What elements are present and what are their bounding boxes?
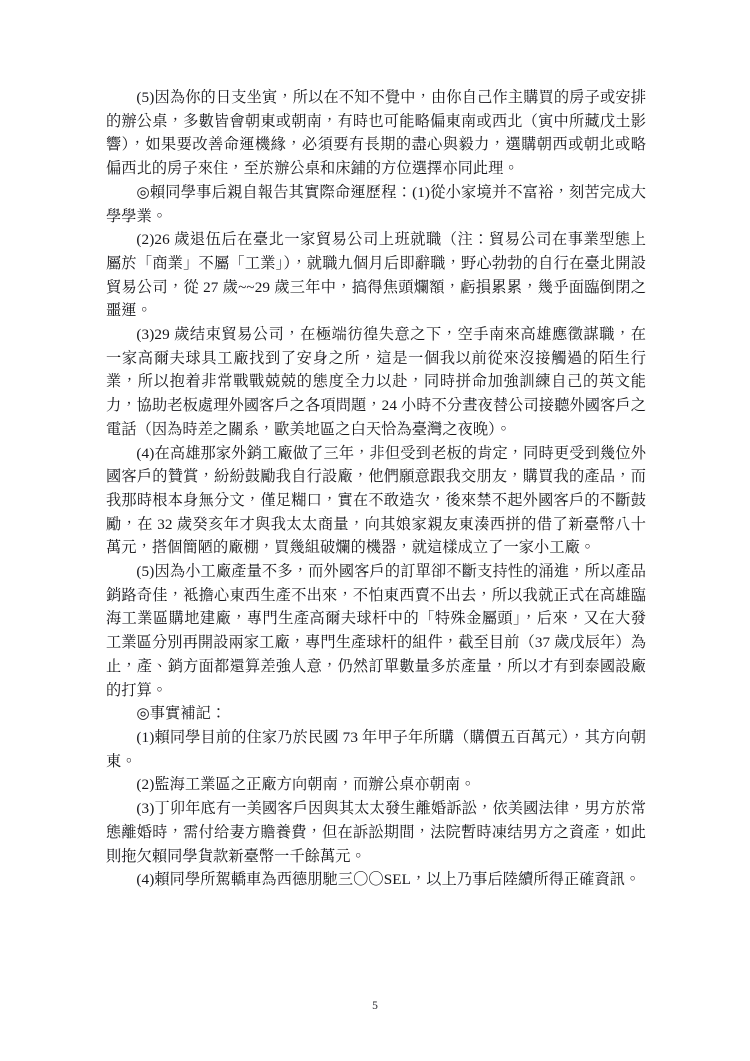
- paragraph-supplement-3: (3)丁卯年底有一美國客戶因與其太太發生離婚訴訟，依美國法律，男方於常態離婚時，需付给妻方贍養費，但在訴訟期間，法院暫時凍结男方之資產，如此則拖欠賴同學貨款新臺幣一千餘萬元。: [106, 800, 646, 865]
- paragraph-supplement-2: (2)監海工業區之正廠方向朝南，而辦公桌亦朝南。: [136, 776, 476, 794]
- paragraph-supplement-4: (4)賴同學所駕轎車為西德朋馳三〇〇SEL，以上乃事后陸續所得正確資訊。: [136, 871, 641, 889]
- page-number: 5: [372, 1000, 378, 1012]
- document-body: [106, 86, 646, 892]
- paragraph-day-branch: (5)因為你的日支坐寅，所以在不知不覺中，由你自己作主購買的房子或安排的辦公桌，多數皆會朝東或朝南，有時也可能略偏東南或西北（寅中所藏戊土影響），如果要改善命運機緣，必須要有長期的盡心與毅力，選購朝西或朝北或略偏西北的房子來住，至於辦公桌和床鋪的方位選擇亦同此理。: [106, 89, 646, 178]
- paragraph-report-intro: ◎賴同學事后親自報告其實際命運歷程：(1)從小家境并不富裕，刻苦完成大學學業。: [106, 183, 646, 225]
- paragraph-supplement-heading: ◎事實補記：: [136, 705, 227, 723]
- paragraph-item-2: (2)26 歲退伍后在臺北一家貿易公司上班就職（注：貿易公司在事業型態上屬於「商業」不屬「工業」），就職九個月后即辭職，野心勃勃的自行在臺北開設貿易公司，從 27 歲~~29 歲三年中，搞得焦頭爛額，虧損累累，幾乎面臨倒閉之噩運。: [106, 231, 646, 320]
- paragraph-item-4: (4)在高雄那家外銷工廠做了三年，非但受到老板的肯定，同時更受到幾位外國客戶的贊賞，紛紛鼓勵我自行設廠，他們願意跟我交朋友，購買我的產品，而我那時根本身無分文，僅足糊口，實在不敢造次，後來禁不起外國客戶的不斷鼓勵，在 32 歲癸亥年才與我太太商量，向其娘家親友東湊西拼的借了新臺幣八十萬元，搭個簡陋的廠棚，買幾組破爛的機器，就這樣成立了一家小工廠。: [106, 444, 646, 557]
- paragraph-item-5: (5)因為小工廠產量不多，而外國客戶的訂單卻不斷支持性的涌進，所以產品銷路奇佳，袛擔心東西生產不出來，不怕東西賣不出去，所以我就正式在高雄臨海工業區購地建廠，專門生產高爾夫球杆中的「特殊金屬頭」，后來，又在大發工業區分別再開設兩家工廠，專門生產球杆的組件，截至目前（37 歲戊辰年）為止，產、銷方面都還算差強人意，仍然訂單數量多於產量，所以才有到泰國設廠的打算。: [106, 563, 646, 699]
- paragraph-item-3: (3)29 歲结束貿易公司，在極端彷徨失意之下，空手南來高雄應徵謀職，在一家高爾夫球具工廠找到了安身之所，這是一個我以前從來沒接觸過的陌生行業，所以抱着非常戰戰兢兢的態度全力以赴，同時拼命加強訓練自己的英文能力，協助老板處理外國客戶之各項問題，24 小時不分晝夜替公司接聽外國客戶之電話（因為時差之關系，歐美地區之白天恰為臺灣之夜晚）。: [106, 326, 646, 438]
- paragraph-supplement-1: (1)賴同學目前的住家乃於民國 73 年甲子年所購（購價五百萬元），其方向朝東。: [106, 728, 646, 770]
